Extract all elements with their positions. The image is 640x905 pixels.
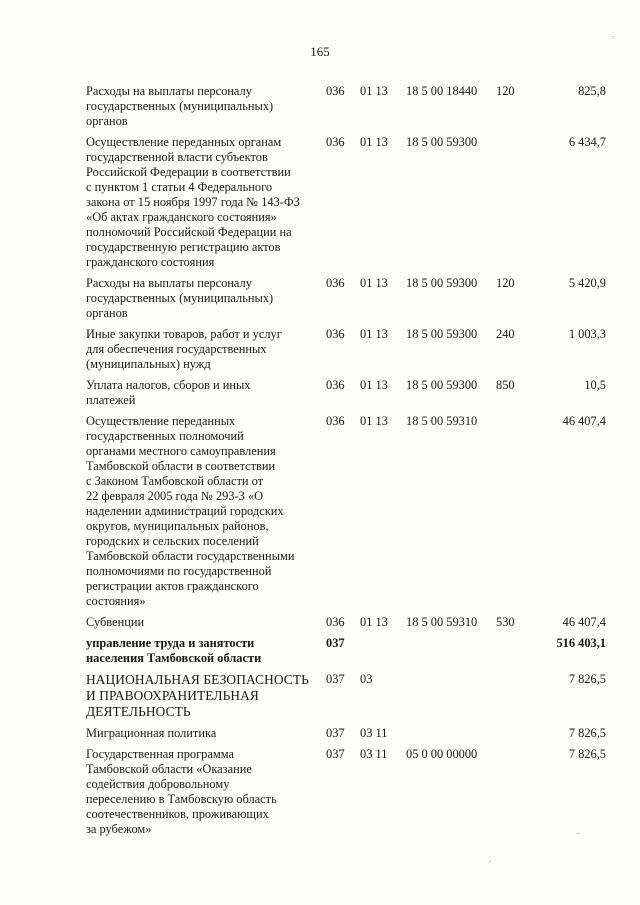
row-description: [86, 327, 326, 378]
row-amount: 7 826,5: [568, 672, 606, 686]
row-description-text: Иные закупки товаров, работ и услуг для обеспечения государственных (муниципальных) нужд: [86, 327, 282, 371]
row-description: [86, 135, 326, 276]
row-expense-type: [496, 747, 530, 843]
row-description: [86, 726, 326, 747]
row-expense-type: 120: [496, 84, 515, 98]
table-row: [86, 615, 606, 636]
row-description-text: Уплата налогов, сборов и иных платежей: [86, 378, 251, 407]
row-target-code: 18 5 00 59310: [406, 615, 478, 629]
budget-table-body: [86, 84, 606, 843]
row-target-code: [406, 672, 496, 726]
scan-speck: [612, 36, 614, 37]
row-section-code: 01 13: [360, 615, 388, 629]
row-target-code: 18 5 00 59300: [406, 276, 478, 290]
row-section-code: 01 13: [360, 84, 388, 98]
table-row: [86, 672, 606, 726]
row-admin-code: 036: [326, 414, 345, 428]
table-row: [86, 84, 606, 135]
row-target-code: 18 5 00 59300: [406, 135, 478, 149]
row-description: [86, 276, 326, 327]
row-target-code: [406, 726, 496, 747]
row-description-text: Расходы на выплаты персоналу государственных (муниципальных) органов: [86, 84, 274, 128]
row-description-text: Расходы на выплаты персоналу государственных (муниципальных) органов: [86, 276, 274, 320]
row-amount: 46 407,4: [562, 615, 606, 629]
row-amount: 46 407,4: [562, 414, 606, 428]
row-expense-type: 530: [496, 615, 515, 629]
row-amount: 6 434,7: [568, 135, 606, 149]
row-expense-type: 120: [496, 276, 515, 290]
row-description: [86, 84, 326, 135]
table-row: [86, 726, 606, 747]
row-target-code: 05 0 00 00000: [406, 747, 478, 761]
row-expense-type: 850: [496, 378, 515, 392]
row-target-code: 18 5 00 18440: [406, 84, 478, 98]
row-expense-type: [496, 726, 530, 747]
table-row: [86, 636, 606, 672]
row-amount: 7 826,5: [568, 726, 606, 740]
row-description-text: НАЦИОНАЛЬНАЯ БЕЗОПАСНОСТЬ И ПРАВООХРАНИТЕЛЬНАЯ ДЕЯТЕЛЬНОСТЬ: [86, 672, 309, 719]
row-description-text: управление труда и занятости населения Тамбовской области: [86, 636, 262, 665]
row-description: [86, 672, 326, 726]
table-row: [86, 747, 606, 843]
row-section-code: 03 11: [360, 747, 388, 761]
row-expense-type: [496, 636, 530, 672]
row-admin-code: 037: [326, 747, 345, 761]
table-row: [86, 414, 606, 615]
row-description-text: Государственная программа Тамбовской области «Оказание содействия добровольному переселению в Тамбовскую область соотечественников, проживающих за рубежом»: [86, 747, 277, 836]
row-description: [86, 414, 326, 615]
row-section-code: 01 13: [360, 276, 388, 290]
scan-speck: [577, 833, 579, 834]
table-row: [86, 276, 606, 327]
row-amount: 825,8: [578, 84, 606, 98]
row-admin-code: 036: [326, 615, 345, 629]
row-target-code: 18 5 00 59300: [406, 327, 478, 341]
page-number: 165: [310, 44, 330, 59]
row-section-code: 03 11: [360, 726, 388, 740]
row-description-text: Миграционная политика: [86, 726, 217, 740]
row-section-code: [360, 636, 406, 672]
row-section-code: 01 13: [360, 135, 388, 149]
table-row: [86, 378, 606, 414]
row-target-code: 18 5 00 59310: [406, 414, 478, 428]
budget-table: [86, 84, 606, 843]
row-expense-type: [496, 414, 530, 615]
table-row: [86, 135, 606, 276]
row-section-code: 03: [360, 672, 373, 686]
row-description: [86, 636, 326, 672]
row-amount: 516 403,1: [556, 636, 606, 650]
row-expense-type: [496, 672, 530, 726]
row-admin-code: 037: [326, 726, 345, 740]
row-admin-code: 037: [326, 636, 345, 650]
row-amount: 7 826,5: [568, 747, 606, 761]
row-admin-code: 036: [326, 378, 345, 392]
row-description: [86, 615, 326, 636]
row-section-code: 01 13: [360, 414, 388, 428]
row-target-code: 18 5 00 59300: [406, 378, 478, 392]
row-description-text: Субвенции: [86, 615, 145, 629]
row-section-code: 01 13: [360, 327, 388, 341]
row-description-text: Осуществление переданных органам государственной власти субъектов Российской Федерации в соответствии с пунктом 1 статьи 4 Федерального закона от 15 ноября 1997 года № 143-ФЗ «Об актах гражданского состояния» полномочий Российской Федерации на государственную регистрацию актов гражданского состояния: [86, 135, 300, 269]
row-description-text: Осуществление переданных государственных полномочий органами местного самоуправления Тамбовской области в соответствии с Законом Тамбовской области от 22 февраля 2005 года № 293-З «О наделении администраций городских округов, муниципальных районов, городских и сельских поселений Тамбовской области государственными полномочиями по государственной регистрации актов гражданского состояния»: [86, 414, 295, 608]
row-amount: 1 003,3: [568, 327, 606, 341]
row-description: [86, 378, 326, 414]
row-amount: 5 420,9: [568, 276, 606, 290]
scan-speck: [489, 861, 491, 862]
row-section-code: 01 13: [360, 378, 388, 392]
row-admin-code: 036: [326, 327, 345, 341]
row-expense-type: 240: [496, 327, 515, 341]
row-amount: 10,5: [584, 378, 606, 392]
table-row: [86, 327, 606, 378]
row-description: [86, 747, 326, 843]
row-admin-code: 036: [326, 276, 345, 290]
row-target-code: [406, 636, 496, 672]
row-admin-code: 036: [326, 84, 345, 98]
row-admin-code: 036: [326, 135, 345, 149]
row-admin-code: 037: [326, 672, 345, 686]
row-expense-type: [496, 135, 530, 276]
